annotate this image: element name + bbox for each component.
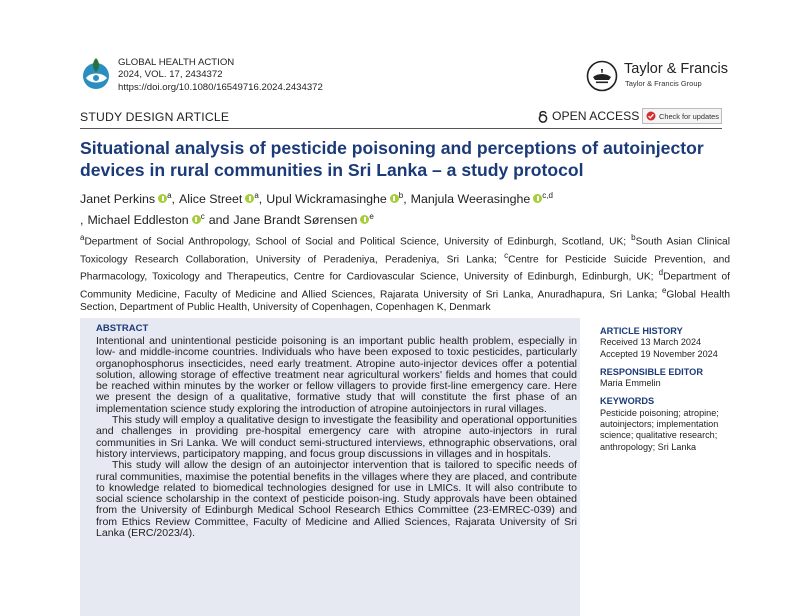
author-separator-comma: , — [80, 213, 84, 228]
author[interactable] — [179, 192, 259, 206]
check-for-updates-button[interactable] — [642, 108, 722, 124]
author-affiliation-key: a — [167, 191, 172, 200]
affiliation-text: South Asian Clinical Toxicology Research Collaboration, University of Peradeniya, Peradeniya, Sri Lanka; — [80, 236, 730, 265]
author-affiliation-key: c,d — [542, 191, 553, 200]
abstract-paragraph: Intentional and unintentional pesticide poisoning is an important public health problem, especially in low- and middle-income countries. Individuals who have been exposed to toxic pesticides, particularly organophosphorus insecticides, need early treatment. Atropine auto-injector devices offer a potential solution, allowing storage of effective treatment near agricultural workers' fields and homes that could be reached within minutes by the worker or fellow villagers to provide first-line emergency care. Here we present the design of a qualitative, formative study that will constitute the first phase of an implementation science study exploring the introduction of atropine autoinjectors in rural villages. — [96, 335, 577, 415]
abstract-body — [96, 336, 577, 539]
affiliation-key: b — [631, 233, 636, 242]
author-separator-comma: , — [403, 192, 407, 207]
journal-meta — [118, 57, 323, 94]
abstract-heading: ABSTRACT — [96, 323, 149, 334]
affiliation-key: d — [658, 268, 664, 278]
header-divider — [80, 128, 722, 129]
author-name: Michael Eddleston — [87, 213, 189, 228]
author-affiliation-key: b — [398, 191, 404, 200]
author-affiliation-key: e — [369, 212, 374, 222]
author-separator-and: and — [208, 213, 230, 228]
author-name: Upul Wickramasinghe — [266, 192, 387, 207]
author-separator-comma: , — [171, 192, 175, 207]
publisher-name: Taylor & Francis — [624, 61, 728, 77]
keywords-heading: KEYWORDS — [600, 396, 655, 407]
affiliation-key: c — [504, 250, 509, 260]
article-history-heading: ARTICLE HISTORY — [600, 326, 683, 336]
keywords-list: Pesticide poisoning; atropine; autoinjectors; implementation science; qualitative research; anthropology; Sri Lanka — [600, 407, 719, 452]
author-affiliation-key: c — [200, 212, 205, 222]
publisher-group: Taylor & Francis Group — [625, 79, 702, 88]
affiliation-text: Global Health Section, Department of Public Health, University of Copenhagen, Copenhagen K, Denmark — [80, 289, 730, 314]
orcid-icon[interactable] — [158, 194, 167, 203]
author-separator-comma: , — [258, 192, 263, 207]
orcid-icon[interactable] — [360, 215, 369, 224]
author-list — [80, 187, 730, 229]
affiliation-text: Department of Community Medicine, Faculty of Medicine and Allied Sciences, Rajarata University of Sri Lanka, Anuradhapura, Sri Lanka; — [80, 271, 730, 301]
author-name: Janet Perkins — [80, 192, 156, 207]
journal-name: GLOBAL HEALTH ACTION — [118, 57, 235, 68]
abstract-paragraph: This study will employ a qualitative design to investigate the feasibility and operational opportunities and challenges in providing pre-hospital emergency care with atropine auto-injectors in rural communities in Sri Lanka. We will conduct semi-structured interviews, ethnographic observations, oral history interviews, participatory mapping, and focus group discussions in villages and in hospitals. — [96, 414, 577, 460]
affiliations — [80, 231, 730, 315]
responsible-editor-name: Maria Emmelin — [600, 378, 661, 389]
article-type-label: STUDY DESIGN ARTICLE — [80, 110, 230, 124]
affiliation-text: Centre for Pesticide Suicide Prevention, and Pharmacology, Toxicology and Therapeutics, Centre for Cardiovascular Science, University of Edinburgh, Edinburgh, UK; — [80, 253, 730, 283]
author[interactable] — [233, 213, 373, 227]
open-access-label: OPEN ACCESS — [552, 109, 640, 123]
journal-logo-icon — [80, 56, 112, 90]
orcid-icon[interactable] — [390, 194, 399, 203]
affiliation-text: Department of Social Anthropology, School of Social and Political Science, University of Edinburgh, Scotland, UK; — [84, 236, 627, 248]
abstract-paragraph: This study will allow the design of an autoinjector intervention that is tailored to specific needs of rural communities, maximise the potential benefits in the villages where they are placed, and contribute to knowledge related to biomedical technologies designed for use in LMICs. It will also contribute to social science scholarship in the context of pesticide poison-ing. Study approvals have been obtained from the University of Edinburgh Medical School Research Ethics Committee (23-EMREC-039) and from Ethics Review Committee, Faculty of Medicine and Allied Sciences, Rajarata University of Sri Lanka (ERC/2023/4). — [96, 459, 577, 540]
check-updates-icon — [646, 111, 656, 121]
orcid-icon[interactable] — [245, 194, 254, 203]
orcid-icon[interactable] — [533, 194, 542, 203]
author-name: Manjula Weerasinghe — [410, 192, 531, 207]
received-date: Received 13 March 2024 — [600, 337, 702, 348]
check-for-updates-label: Check for updates — [659, 111, 719, 121]
author-name: Jane Brandt Sørensen — [233, 213, 358, 228]
open-lock-icon — [538, 110, 548, 123]
article-title: Situational analysis of pesticide poisoning and perceptions of autoinjector devices in rural communities in Sri Lanka – a study protocol — [80, 138, 704, 180]
author[interactable] — [266, 192, 403, 206]
author[interactable] — [87, 213, 204, 227]
open-access-badge — [538, 109, 639, 123]
responsible-editor-heading: RESPONSIBLE EDITOR — [600, 366, 703, 377]
author-name: Alice Street — [178, 192, 243, 207]
author[interactable] — [411, 192, 553, 206]
author[interactable] — [80, 192, 172, 206]
affiliation-key: e — [661, 285, 667, 295]
author-affiliation-key: a — [254, 191, 259, 200]
journal-doi-link[interactable]: https://doi.org/10.1080/16549716.2024.2434372 — [118, 81, 323, 93]
taylor-francis-logo-icon — [586, 60, 618, 92]
accepted-date: Accepted 19 November 2024 — [600, 348, 718, 359]
journal-volume: 2024, VOL. 17, 2434372 — [118, 69, 223, 81]
affiliation-key: a — [80, 233, 85, 242]
orcid-icon[interactable] — [192, 215, 201, 224]
article-sidebar — [600, 326, 725, 453]
